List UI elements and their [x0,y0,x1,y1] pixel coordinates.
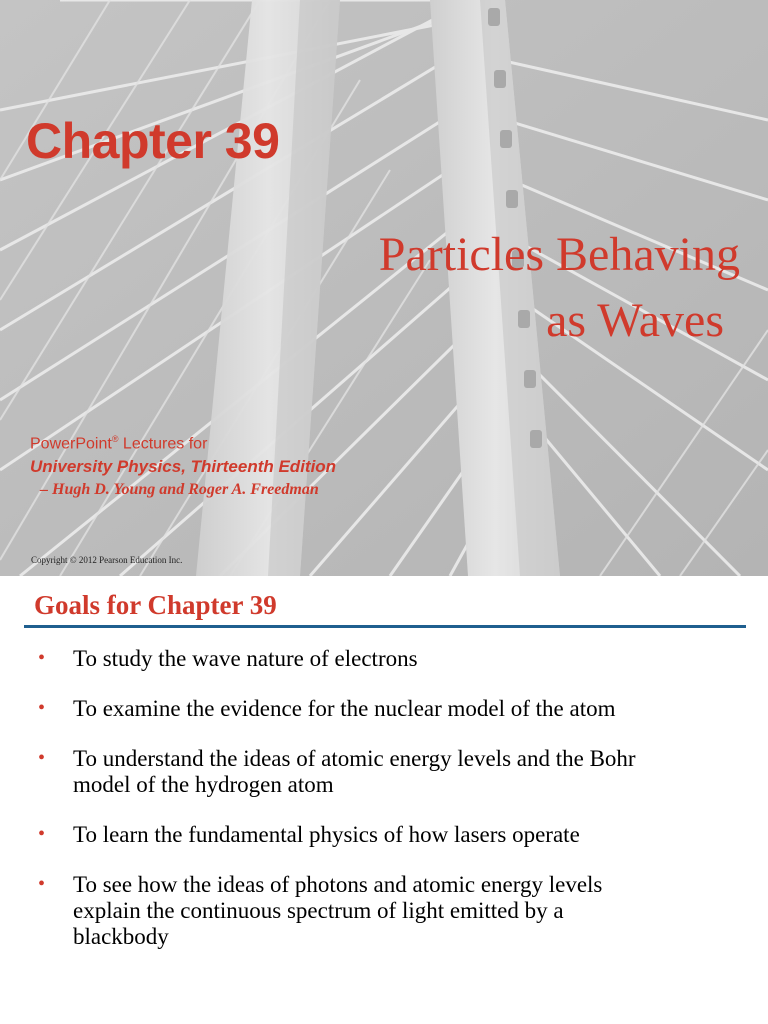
credits-block [30,428,336,501]
subtitle-line-2: as Waves [546,294,724,347]
chapter-heading: Chapter 39 [26,113,280,169]
subtitle-line-1: Particles Behaving [378,228,740,281]
goal-text: To learn the fundamental physics of how lasers operate [73,822,580,847]
powerpoint-suffix: Lectures for [118,435,208,453]
chapter-subtitle [240,222,740,354]
powerpoint-line [30,428,336,455]
goal-text: To study the wave nature of electrons [73,646,418,671]
goals-list [36,646,656,974]
goal-text: To understand the ideas of atomic energy levels and the Bohr model of the hydrogen atom [73,746,636,797]
goals-slide [0,576,768,1024]
goal-text: To see how the ideas of photons and atomic energy levels explain the continuous spectrum of light emitted by a blackbody [73,872,603,949]
registered-mark: ® [111,434,119,444]
copyright-notice: Copyright © 2012 Pearson Education Inc. [31,555,183,565]
title-divider [24,625,746,628]
goals-title: Goals for Chapter 39 [34,590,277,620]
goal-item [36,696,656,722]
goal-item [36,746,656,798]
goal-text: To examine the evidence for the nuclear model of the atom [73,696,616,721]
goal-item [36,872,656,950]
goal-item [36,822,656,848]
book-authors: – Hugh D. Young and Roger A. Freedman [40,481,319,499]
bullet-icon: • [38,747,46,769]
book-title: University Physics, Thirteenth Edition [30,457,337,477]
bullet-icon: • [38,697,46,719]
powerpoint-prefix: PowerPoint [30,435,112,453]
bullet-icon: • [38,873,46,895]
goal-item [36,646,656,672]
bullet-icon: • [38,823,46,845]
bullet-icon: • [38,647,46,669]
